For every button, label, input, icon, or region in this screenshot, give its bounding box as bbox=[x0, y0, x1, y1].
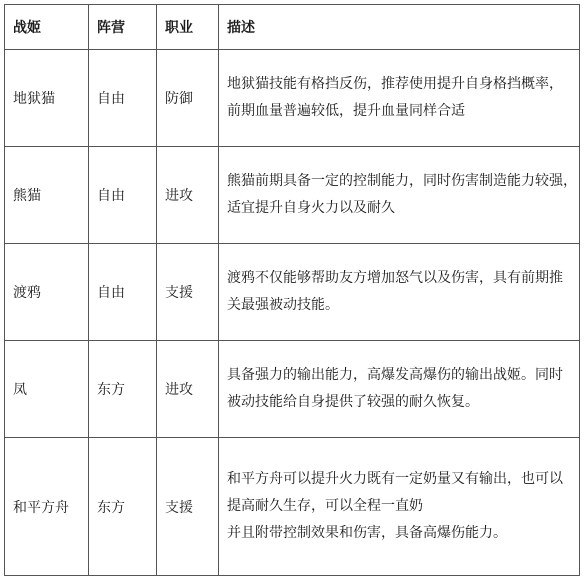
cell-desc bbox=[219, 341, 580, 438]
cell-desc bbox=[219, 244, 580, 341]
cell-role: 进攻 bbox=[157, 341, 219, 438]
cell-name: 熊猫 bbox=[5, 147, 89, 244]
table-row bbox=[5, 438, 580, 576]
desc-line: 地狱猫技能有格挡反伤，推荐使用提升自身格挡概率， bbox=[227, 76, 563, 92]
cell-desc bbox=[219, 438, 580, 576]
cell-faction: 自由 bbox=[89, 147, 157, 244]
cell-role: 防御 bbox=[157, 50, 219, 147]
cell-faction: 自由 bbox=[89, 50, 157, 147]
table-row bbox=[5, 244, 580, 341]
header-faction: 阵营 bbox=[89, 5, 157, 50]
cell-role: 进攻 bbox=[157, 147, 219, 244]
cell-faction: 东方 bbox=[89, 341, 157, 438]
header-row bbox=[5, 5, 580, 50]
desc-line: 并且附带控制效果和伤害，具备高爆伤能力。 bbox=[227, 525, 507, 541]
desc-line: 提高耐久生存，可以全程一直奶 bbox=[227, 498, 423, 514]
desc-line: 和平方舟可以提升火力既有一定奶量又有输出，也可以 bbox=[227, 471, 563, 487]
cell-role: 支援 bbox=[157, 438, 219, 576]
table-row bbox=[5, 147, 580, 244]
desc-line: 具备强力的输出能力，高爆发高爆伤的输出战姬。同时 bbox=[227, 367, 563, 383]
hero-table bbox=[4, 4, 580, 576]
table-row bbox=[5, 50, 580, 147]
desc-line: 熊猫前期具备一定的控制能力，同时伤害制造能力较强， bbox=[227, 173, 577, 189]
cell-name: 凤 bbox=[5, 341, 89, 438]
header-role: 职业 bbox=[157, 5, 219, 50]
desc-line: 前期血量普遍较低，提升血量同样合适 bbox=[227, 103, 465, 119]
header-name: 战姬 bbox=[5, 5, 89, 50]
desc-line: 适宜提升自身火力以及耐久 bbox=[227, 200, 395, 216]
cell-name: 地狱猫 bbox=[5, 50, 89, 147]
cell-role: 支援 bbox=[157, 244, 219, 341]
cell-faction: 东方 bbox=[89, 438, 157, 576]
table-row bbox=[5, 341, 580, 438]
desc-line: 渡鸦不仅能够帮助友方增加怒气以及伤害，具有前期推 bbox=[227, 270, 563, 286]
cell-name: 渡鸦 bbox=[5, 244, 89, 341]
cell-name: 和平方舟 bbox=[5, 438, 89, 576]
desc-line: 被动技能给自身提供了较强的耐久恢复。 bbox=[227, 394, 479, 410]
header-desc: 描述 bbox=[219, 5, 580, 50]
cell-desc bbox=[219, 50, 580, 147]
cell-desc bbox=[219, 147, 580, 244]
desc-line: 关最强被动技能。 bbox=[227, 297, 339, 313]
cell-faction: 自由 bbox=[89, 244, 157, 341]
